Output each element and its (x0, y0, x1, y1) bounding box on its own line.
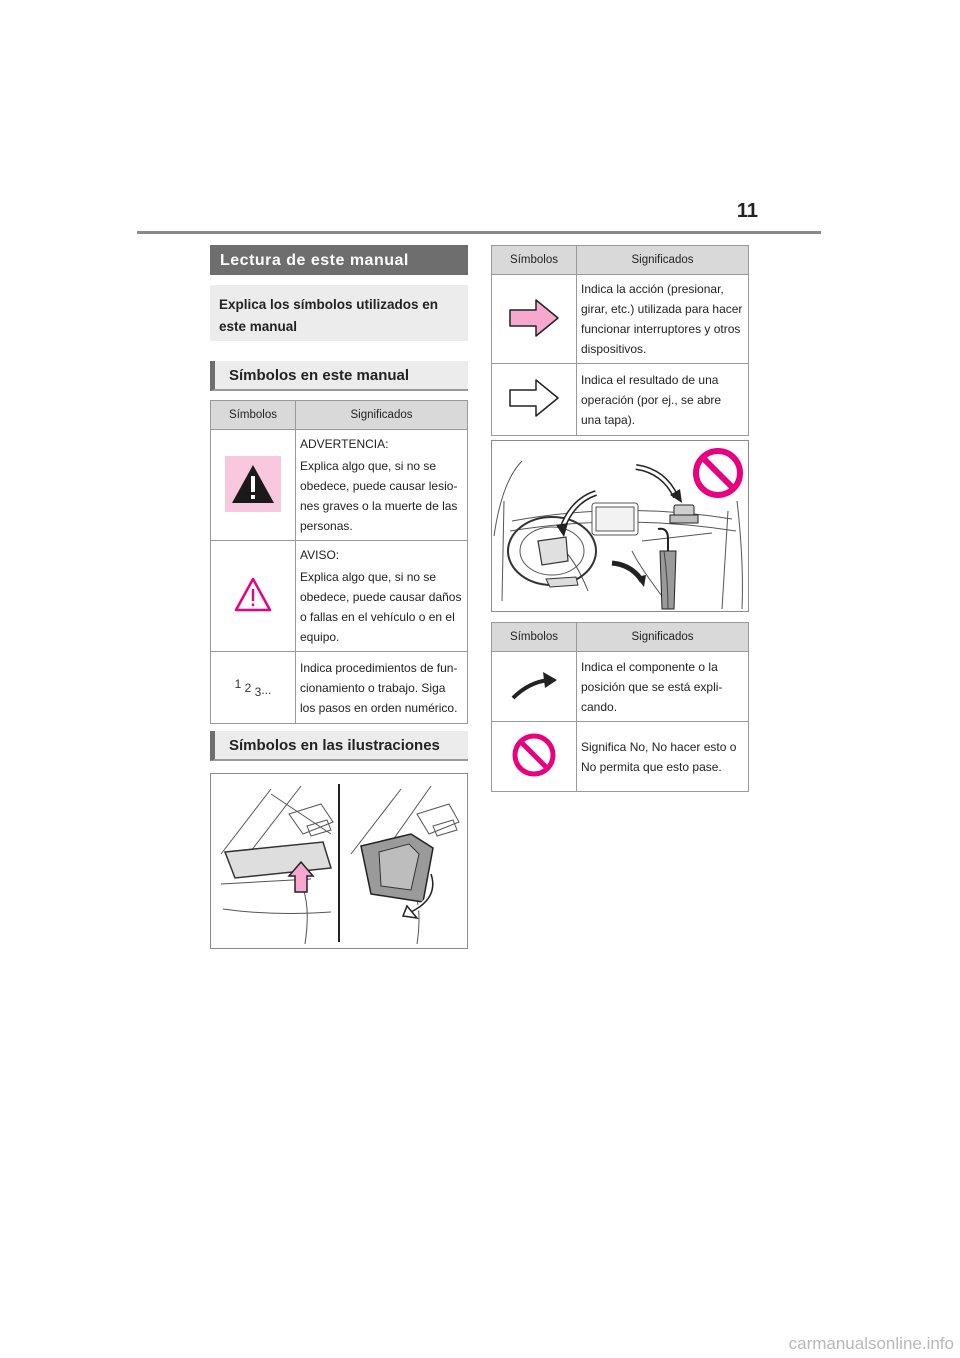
table-row (492, 652, 749, 722)
caution-triangle-icon (233, 576, 273, 614)
illustration-symbols-table (491, 622, 749, 792)
col-header-meanings: Significados (577, 246, 749, 275)
pink-arrow-icon (508, 298, 560, 338)
col-header-meanings: Significados (296, 401, 468, 430)
overhead-console-drawing (211, 774, 467, 948)
action-symbols-table (491, 245, 749, 436)
warning-text: Explica algo que, si no se obedece, puede causar lesio-nes graves o la muerte de las personas. (300, 459, 458, 533)
manual-symbols-table (210, 400, 468, 724)
col-header-symbols: Símbolos (492, 623, 577, 652)
table-row (211, 541, 468, 652)
section-heading-manual: Símbolos en este manual (210, 361, 468, 391)
action-text: Indica la acción (presionar, girar, etc.) utilizada para hacer funcionar interruptores y otros dispositivos. (577, 275, 749, 364)
warning-title: ADVERTENCIA: (300, 437, 389, 451)
no-symbol-icon (511, 732, 557, 778)
curved-arrow-icon (509, 668, 559, 702)
top-rule (137, 231, 821, 234)
step-numbers-icon: 1 2 3... (234, 676, 272, 699)
col-header-symbols: Símbolos (492, 246, 577, 275)
result-text: Indica el resultado de una operación (por ej., se abre una tapa). (577, 364, 749, 436)
section-heading-illustrations: Símbolos en las ilustraciones (210, 731, 468, 761)
table-row (211, 430, 468, 541)
table-row (492, 275, 749, 364)
col-header-symbols: Símbolos (211, 401, 296, 430)
page-number: 11 (736, 200, 758, 222)
watermark: carmanualsonline.info (788, 1334, 954, 1353)
notice-text: Explica algo que, si no se obedece, puede causar daños o fallas en el vehículo o en el equipo. (300, 570, 462, 644)
outline-arrow-icon (508, 378, 560, 418)
section-title: Lectura de este manual (210, 245, 468, 275)
table-row (211, 652, 468, 724)
component-text: Indica el componente o la posición que se está expli-cando. (577, 652, 749, 722)
col-header-meanings: Significados (577, 623, 749, 652)
table-row (492, 364, 749, 436)
intro-text: Explica los símbolos utilizados en este manual (210, 285, 468, 341)
dashboard-drawing (492, 441, 748, 611)
table-row (492, 722, 749, 792)
notice-title: AVISO: (300, 548, 340, 562)
prohibition-text: Significa No, No hacer esto o No permita que esto pase. (577, 722, 749, 792)
illustration-overhead-console (210, 773, 468, 949)
steps-text: Indica procedimientos de fun-cionamiento o trabajo. Siga los pasos en orden numérico. (296, 652, 468, 724)
warning-triangle-icon (225, 456, 281, 512)
illustration-dashboard (491, 440, 749, 612)
